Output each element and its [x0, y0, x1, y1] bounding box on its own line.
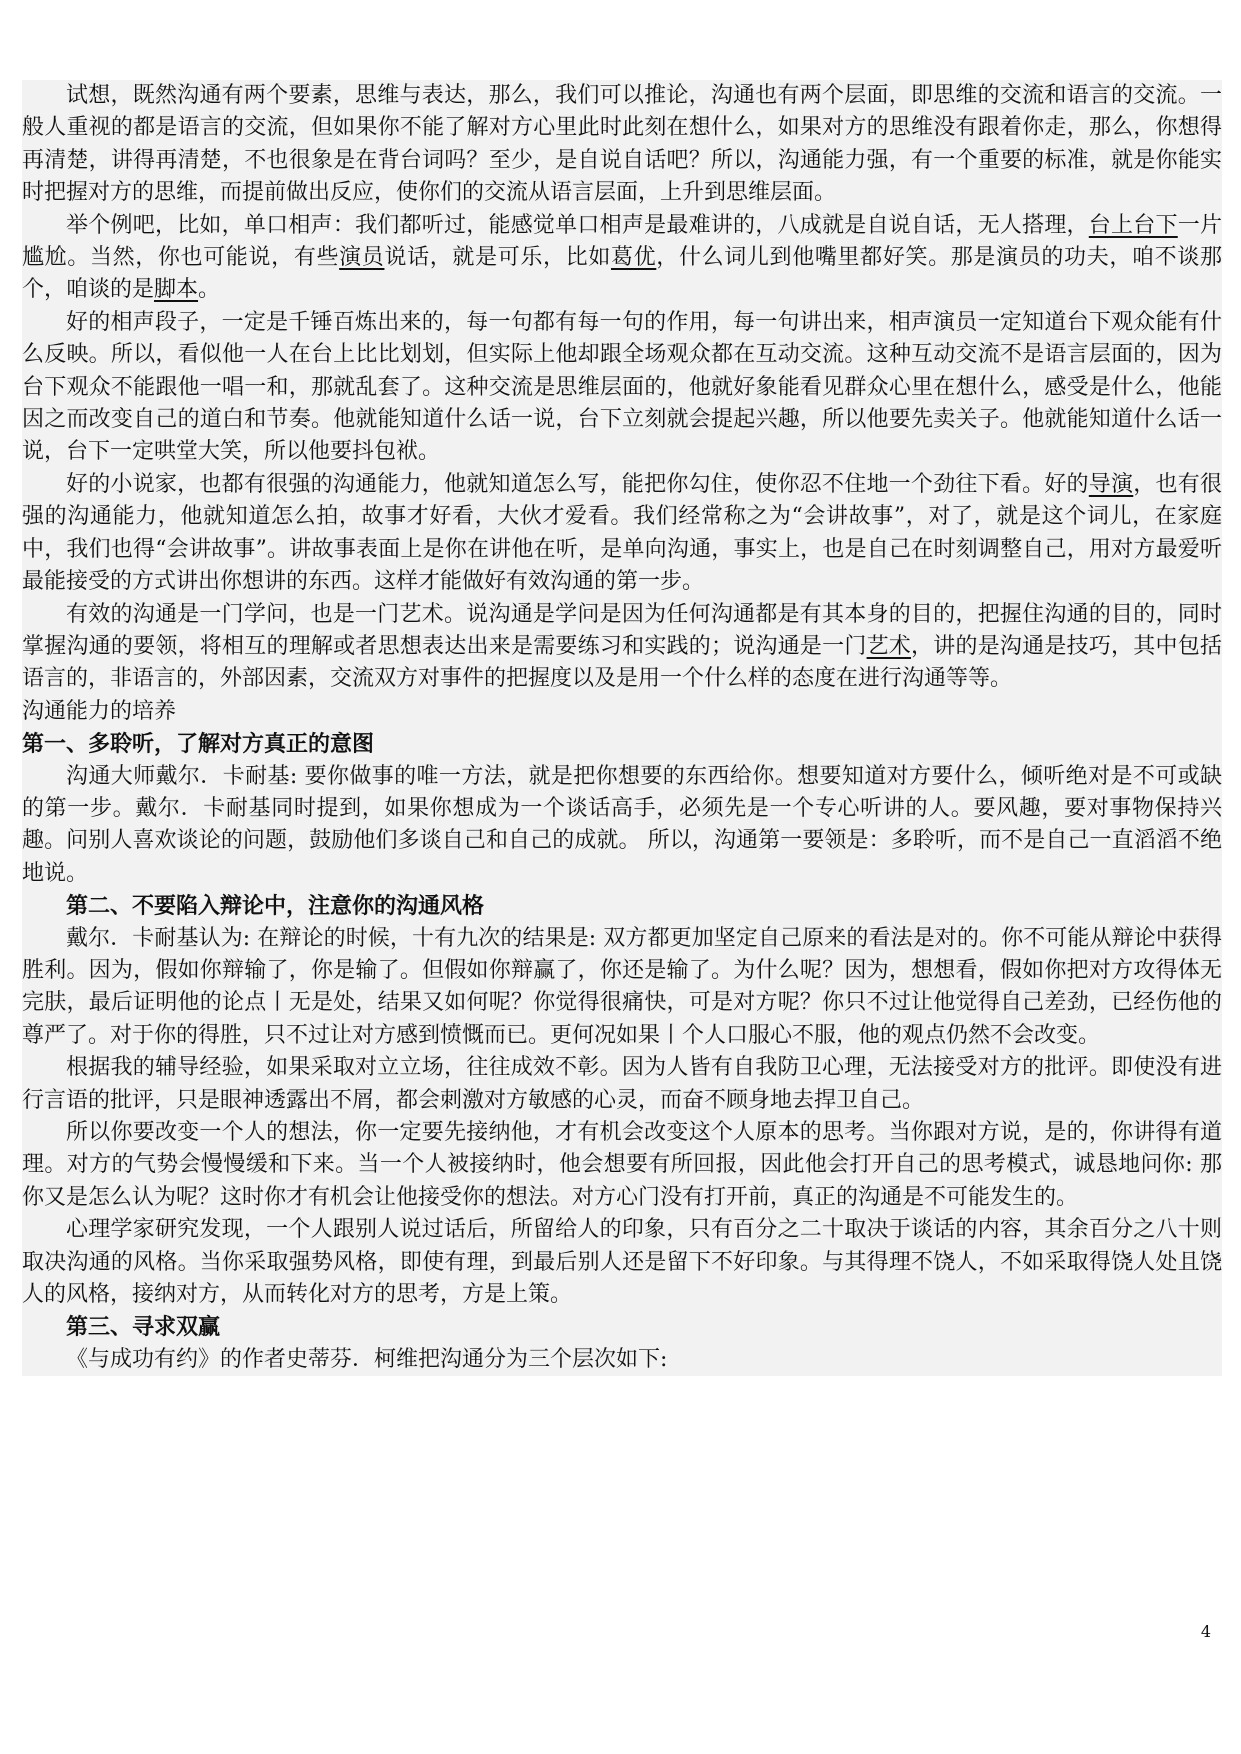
paragraph-storytelling [22, 469, 1222, 599]
text-run: 有效的沟通是一门学问，也是一门艺术。说沟通是学问是因为任何沟通都是有其本身的目的，把握住沟通的目的，同时掌握沟通的要领，将相互的理解或者思想表达出来是需要练习和实践的；说沟通是一门 [22, 601, 1222, 659]
heading-no-debate: 第二、不要陷入辩论中，注意你的沟通风格 [66, 893, 485, 920]
paragraph-listening: 沟通大师戴尔．卡耐基: 要你做事的唯一方法，就是把你想要的东西给你。想要知道对方要什么，倾听绝对是不可或缺的第一步。戴尔．卡耐基同时提到，如果你想成为一个谈话高手，必须先是一个专心听讲的人。要风趣，要对事物保持兴趣。问别人喜欢谈论的问题，鼓励他们多谈自己和自己的成就。 所以，沟通第一要领是：多聆听，而不是自己一直滔滔不绝地说。 [22, 763, 1222, 886]
paragraph-accept: 所以你要改变一个人的想法，你一定要先接纳他，才有机会改变这个人原本的思考。当你跟对方说，是的，你讲得有道理。对方的气势会慢慢缓和下来。当一个人被接纳时，他会想要有所回报，因此他会打开自己的思考模式，诚恳地问你: 那你又是怎么认为呢？这时你才有机会让他接受你的想法。对方心门没有打开前，真正的沟通是不可能发生的。 [22, 1120, 1222, 1210]
text-run: 好的小说家，也都有很强的沟通能力，他就知道怎么写，能把你勾住，使你忍不住地一个劲往下看。好的 [66, 471, 1089, 497]
text-run: 举个例吧，比如，单口相声：我们都听过，能感觉单口相声是最难讲的，八成就是自说自话，无人搭理， [66, 212, 1089, 238]
link-art[interactable]: 艺术 [866, 633, 912, 659]
section-title: 沟通能力的培养 [22, 698, 177, 724]
document-body [22, 80, 1222, 1376]
text-run: ，也有很强的沟通能力，他就知道怎么拍，故事才好看，大伙才爱看。我们经常称之为“会讲故事”，对了，就是这个词儿，在家庭中，我们也得“会讲故事”。讲故事表面上是你在讲他在听，是单向沟通，事实上，也是自己在时刻调整自己，用对方最爱听最能接受的方式讲出你想讲的东西。这样才能做好有效沟通的第一步。 [22, 471, 1222, 595]
paragraph-style: 心理学家研究发现，一个人跟别人说过话后，所留给人的印象，只有百分之二十取决于谈话的内容，其余百分之八十则取决沟通的风格。当你采取强势风格，即使有理，到最后别人还是留下不好印象。与其得理不饶人，不如采取得饶人处且饶人的风格，接纳对方，从而转化对方的思考，方是上策。 [22, 1217, 1222, 1308]
text-run: ，什么词儿到他嘴里都好笑。那是演员的功夫，咱不谈那个，咱谈的是 [22, 245, 1222, 303]
paragraph-crosstalk-example [22, 210, 1222, 307]
text-run: 。 [198, 277, 221, 303]
link-ge-you[interactable]: 葛优 [610, 245, 657, 271]
link-director[interactable]: 导演 [1088, 471, 1134, 497]
link-actor[interactable]: 演员 [339, 245, 385, 271]
heading-listen: 第一、多聆听，了解对方真正的意图 [22, 731, 375, 758]
link-script[interactable]: 脚本 [154, 277, 199, 303]
text-run: 一片尴尬。当然，你也可能说，有些 [22, 212, 1222, 271]
page-number: 4 [1200, 1622, 1211, 1641]
link-stage[interactable]: 台上台下 [1088, 212, 1178, 238]
paragraph-crosstalk-interaction: 好的相声段子，一定是千锤百炼出来的，每一句都有每一句的作用，每一句讲出来，相声演员一定知道台下观众能有什么反映。所以，看似他一人在台上比比划划，但实际上他却跟全场观众都在互动交流。这种互动交流不是语言层面的，因为台下观众不能跟他一唱一和，那就乱套了。这种交流是思维层面的，他就好象能看见群众心里在想什么，感受是什么，他能因之而改变自己的道白和节奏。他就能知道什么话一说，台下立刻就会提起兴趣，所以他要先卖关子。他就能知道什么话一说，台下一定哄堂大笑，所以他要抖包袱。 [22, 309, 1222, 465]
paragraph-covey: 《与成功有约》的作者史蒂芬．柯维把沟通分为三个层次如下: [66, 1346, 668, 1372]
heading-win-win: 第三、寻求双赢 [66, 1314, 221, 1341]
paragraph-effective-communication [22, 599, 1222, 696]
text-run: ，讲的是沟通是技巧，其中包括语言的，非语言的，外部因素，交流双方对事件的把握度以及是用一个什么样的态度在进行沟通等等。 [22, 633, 1222, 692]
text-run: 说话，就是可乐，比如 [384, 245, 611, 271]
paragraph-counseling: 根据我的辅导经验，如果采取对立立场，往往成效不彰。因为人皆有自我防卫心理，无法接受对方的批评。即使没有进行言语的批评，只是眼神透露出不屑，都会刺激对方敏感的心灵，而奋不顾身地去捍卫自己。 [22, 1055, 1222, 1113]
paragraph-debate: 戴尔．卡耐基认为: 在辩论的时候，十有九次的结果是: 双方都更加坚定自己原来的看法是对的。你不可能从辩论中获得胜利。因为，假如你辩输了，你是输了。但假如你辩赢了，你还是输了。为什么呢？因为，想想看，假如你把对方攻得体无完肤，最后证明他的论点丨无是处，结果又如何呢？你觉得很痛快，可是对方呢？你只不过让他觉得自己差劲，已经伤他的尊严了。对于你的得胜，只不过让对方感到愤慨而已。更何况如果丨个人口服心不服，他的观点仍然不会改变。 [22, 925, 1222, 1048]
paragraph-thinking-and-language: 试想，既然沟通有两个要素，思维与表达，那么，我们可以推论，沟通也有两个层面，即思维的交流和语言的交流。一般人重视的都是语言的交流，但如果你不能了解对方心里此时此刻在想什么，如果对方的思维没有跟着你走，那么，你想得再清楚，讲得再清楚，不也很象是在背台词吗？至少，是自说自话吧？所以，沟通能力强，有一个重要的标准，就是你能实时把握对方的思维，而提前做出反应，使你们的交流从语言层面，上升到思维层面。 [22, 83, 1222, 206]
